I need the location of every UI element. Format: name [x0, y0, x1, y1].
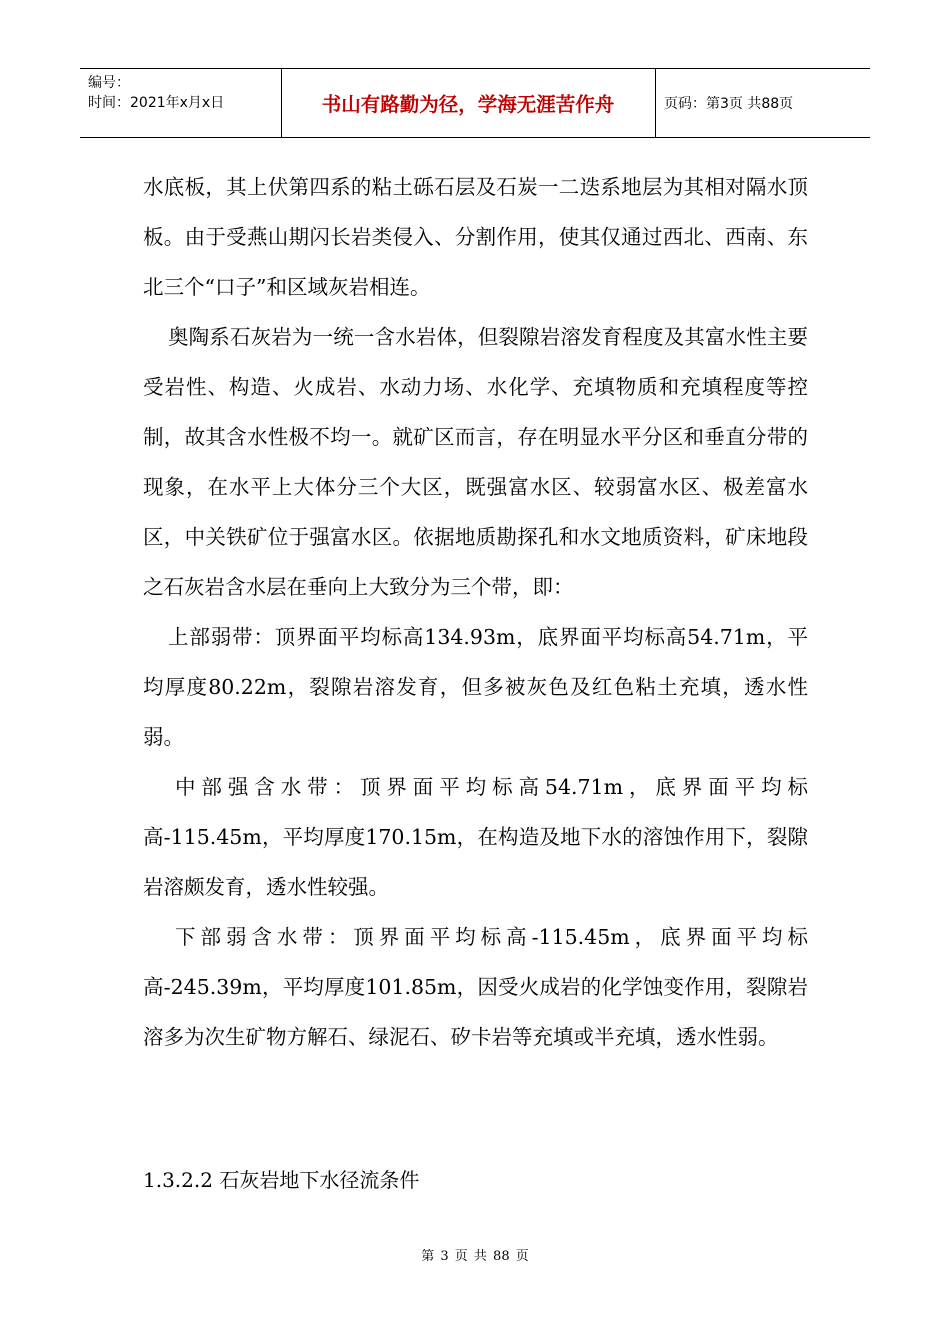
paragraph-4: 中部强含水带：顶界面平均标高54.71m，底界面平均标高-115.45m，平均厚度170.15m，在构造及地下水的溶蚀作用下，裂隙岩溶颇发育，透水性较强。 [143, 775, 808, 899]
date-label: 时间：2021年x月x日 [88, 95, 225, 111]
header-page-info: 页码：第3页 共88页 [664, 96, 794, 112]
paragraph-2: 奥陶系石灰岩为一统一含水岩体，但裂隙岩溶发育程度及其富水性主要受岩性、构造、火成岩、水动力场、水化学、充填物质和充填程度等控制，故其含水性极不均一。就矿区而言，存在明显水平分区和垂直分带的现象，在水平上大体分三个大区，既强富水区、较弱富水区、极差富水区，中关铁矿位于强富水区。依据地质勘探孔和水文地质资料，矿床地段之石灰岩含水层在垂向上大致分为三个带，即： [143, 325, 808, 599]
section-heading: 1.3.2.2 石灰岩地下水径流条件 [143, 1168, 420, 1192]
document-body [143, 162, 808, 1062]
code-label: 编号： [88, 75, 130, 91]
paragraph-5: 下部弱含水带：顶界面平均标高-115.45m，底界面平均标高-245.39m，平均厚度101.85m，因受火成岩的化学蚀变作用，裂隙岩溶多为次生矿物方解石、绿泥石、矽卡岩等充填或半充填，透水性弱。 [143, 925, 808, 1049]
paragraph-1: 水底板，其上伏第四系的粘土砾石层及石炭一二迭系地层为其相对隔水顶板。由于受燕山期闪长岩类侵入、分割作用，使其仅通过西北、西南、东北三个“口子”和区域灰岩相连。 [143, 175, 808, 299]
header-meta-cell [80, 69, 282, 137]
paragraph-3: 上部弱带：顶界面平均标高134.93m，底界面平均标高54.71m，平均厚度80.22m，裂隙岩溶发育，但多被灰色及红色粘土充填，透水性弱。 [143, 625, 808, 749]
header-motto: 书山有路勤为径，学海无涯苦作舟 [281, 69, 656, 137]
page-footer: 第 3 页 共 88 页 [421, 1249, 529, 1264]
page-header [80, 68, 870, 138]
